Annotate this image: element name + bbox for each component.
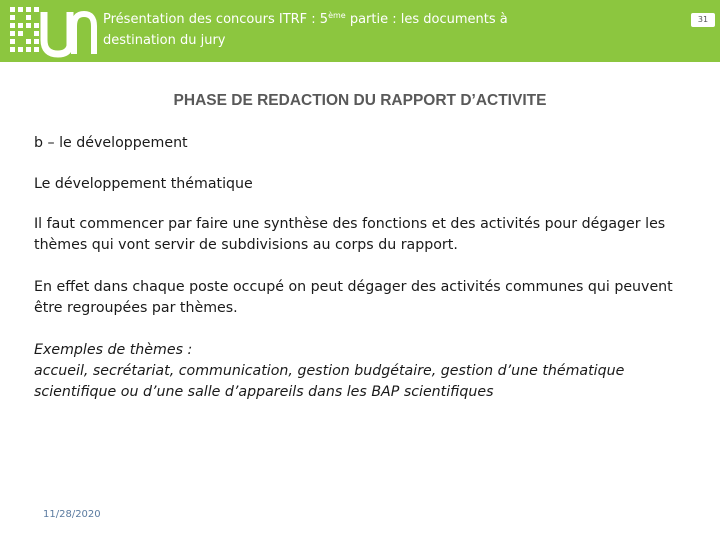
title-line1-superscript: ème (328, 11, 346, 20)
title-line2: destination du jury (103, 33, 226, 48)
presentation-title (103, 9, 583, 51)
title-line1-after: partie : les documents à (345, 12, 508, 27)
examples-line1: accueil, secrétariat, communication, gestion budgétaire, gestion d’une thématique (34, 363, 625, 379)
paragraph1-line2: thèmes qui vont servir de subdivisions au corps du rapport. (34, 237, 458, 253)
examples-block (34, 340, 694, 403)
examples-title: Exemples de thèmes : (34, 342, 193, 358)
theme-title: Le développement thématique (34, 176, 253, 192)
slide-number: 31 (691, 13, 715, 27)
paragraph-synthesis (34, 214, 694, 256)
examples-line2: scientifique ou d’une salle d’appareils dans les BAP scientifiques (34, 384, 494, 400)
paragraph1-line1: Il faut commencer par faire une synthèse des fonctions et des activités pour dégager les (34, 216, 666, 232)
paragraph-activities (34, 277, 694, 319)
section-subheading: b – le développement (34, 135, 188, 151)
header-band (0, 0, 720, 62)
university-logo-icon (8, 4, 98, 59)
paragraph2-line1: En effet dans chaque poste occupé on peut dégager des activités communes qui peuvent (34, 279, 673, 295)
paragraph2-line2: être regroupées par thèmes. (34, 300, 238, 316)
slide-heading: PHASE DE REDACTION DU RAPPORT D’ACTIVITE (173, 92, 547, 109)
title-line1-before: Présentation des concours ITRF : 5 (103, 12, 329, 27)
footer-date: 11/28/2020 (43, 509, 101, 520)
slide-content (34, 133, 694, 403)
